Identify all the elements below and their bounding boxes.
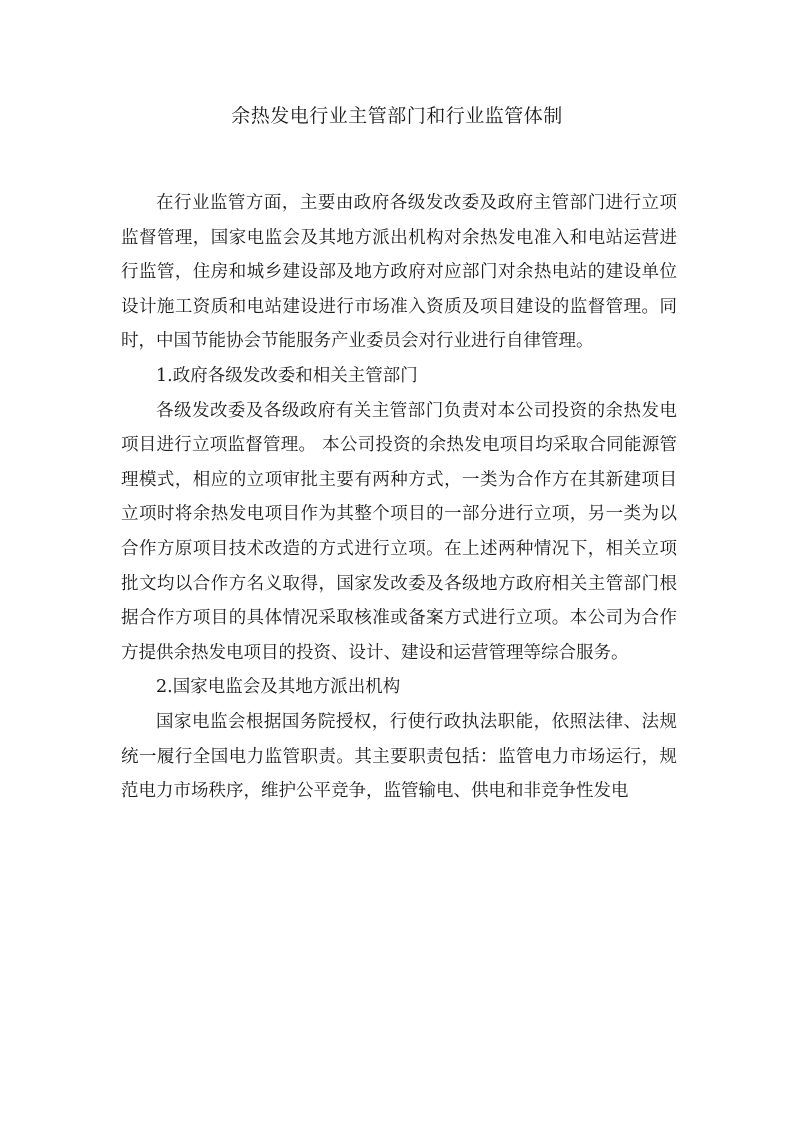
- section-heading-2: 2.国家电监会及其地方派出机构: [156, 677, 401, 698]
- section-heading-1: 1.政府各级发改委和相关主管部门: [156, 365, 418, 386]
- paragraph-section-2: 国家电监会根据国务院授权，行使行政执法职能，依照法律、法规统一履行全国电力监管职责。其主要职责包括：监管电力市场运行，规范电力市场秩序，维护公平竞争，监管输电、供电和非竞争性发电: [121, 711, 677, 802]
- document-title: 余热发电行业主管部门和行业监管体制: [231, 105, 563, 127]
- document-body: [121, 186, 677, 809]
- paragraph-section-1: 各级发改委及各级政府有关主管部门负责对本公司投资的余热发电项目进行立项监督管理。 本公司投资的余热发电项目均采取合同能源管理模式，相应的立项审批主要有两种方式，一类为合作方在其新建项目立项时将余热发电项目作为其整个项目的一部分进行立项，另一类为以合作方原项目技术改造的方式进行立项。在上述两种情况下，相关立项批文均以合作方名义取得，国家发改委及各级地方政府相关主管部门根据合作方项目的具体情况采取核准或备案方式进行立项。本公司为合作方提供余热发电项目的投资、设计、建设和运营管理等综合服务。: [121, 400, 677, 663]
- paragraph-intro: 在行业监管方面，主要由政府各级发改委及政府主管部门进行立项监督管理，国家电监会及其地方派出机构对余热发电准入和电站运营进行监管，住房和城乡建设部及地方政府对应部门对余热电站的建设单位设计施工资质和电站建设进行市场准入资质及项目建设的监督管理。同时，中国节能协会节能服务产业委员会对行业进行自律管理。: [121, 193, 677, 352]
